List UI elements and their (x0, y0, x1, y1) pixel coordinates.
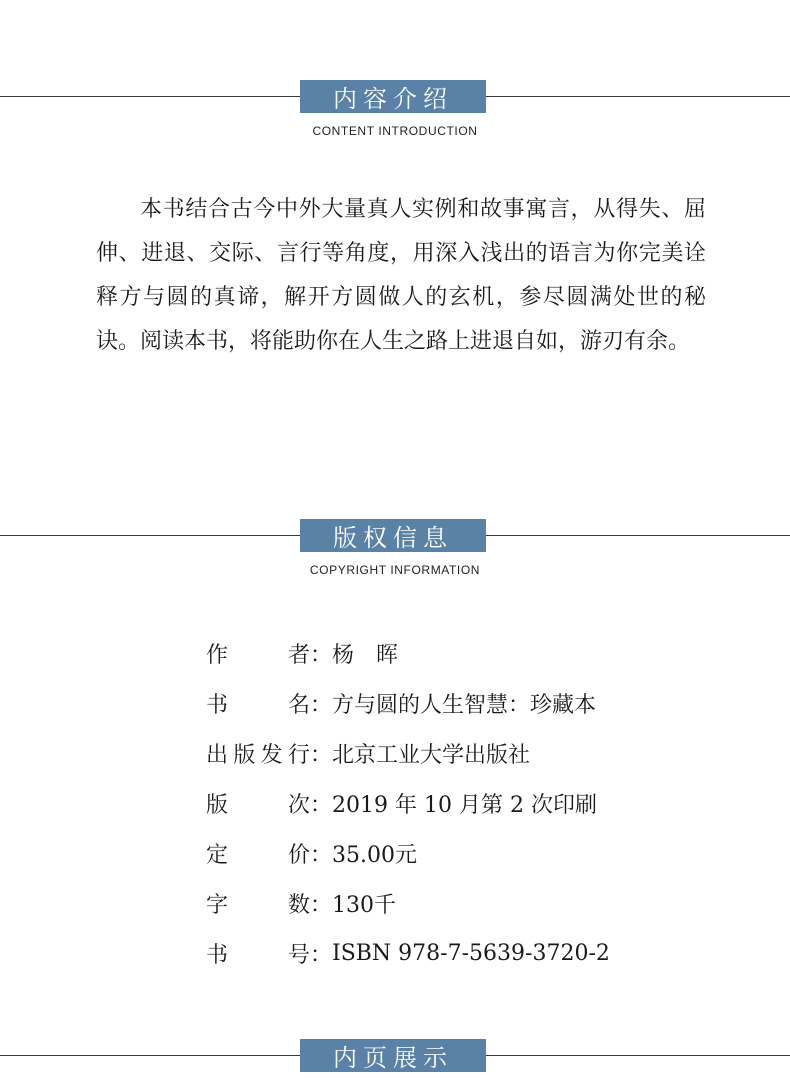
section-subtitle: CONTENT INTRODUCTION (312, 124, 478, 138)
info-value: 35.00元 (332, 842, 417, 868)
section-title: 版权信息 (300, 519, 486, 552)
info-label: 版 次 (206, 792, 310, 818)
info-label: 出 版 发 行 (206, 742, 310, 768)
info-row-publisher: 出 版 发 行 ： 北京工业大学出版社 (206, 728, 726, 778)
section-title: 内页展示 (300, 1039, 486, 1072)
info-label: 书 名 (206, 692, 310, 718)
info-value: 方与圆的人生智慧：珍藏本 (332, 692, 597, 718)
info-row-isbn: 书 号 ： ISBN 978-7-5639-3720-2 (206, 928, 726, 978)
content-introduction-header (0, 80, 790, 140)
info-label: 字 数 (206, 892, 310, 918)
info-value: 2019 年 10 月第 2 次印刷 (332, 792, 597, 818)
info-row-title: 书 名 ： 方与圆的人生智慧：珍藏本 (206, 678, 726, 728)
info-row-author: 作 者 ： 杨 晖 (206, 628, 726, 678)
section-subtitle: COPYRIGHT INFORMATION (309, 563, 481, 577)
info-row-edition: 版 次 ： 2019 年 10 月第 2 次印刷 (206, 778, 726, 828)
info-row-word-count: 字 数 ： 130千 (206, 878, 726, 928)
info-value: ISBN 978-7-5639-3720-2 (332, 940, 610, 966)
info-label: 定 价 (206, 842, 310, 868)
copyright-info-list (206, 628, 726, 978)
info-value: 130千 (332, 892, 396, 918)
info-label: 作 者 (206, 642, 310, 668)
copyright-information-header (0, 519, 790, 579)
inner-pages-header (0, 1039, 790, 1082)
info-value: 北京工业大学出版社 (332, 742, 531, 768)
section-title: 内容介绍 (300, 80, 486, 113)
info-value: 杨 晖 (332, 642, 399, 668)
info-row-price: 定 价 ： 35.00元 (206, 828, 726, 878)
intro-paragraph: 本书结合古今中外大量真人实例和故事寓言，从得失、屈伸、进退、交际、言行等角度，用深入浅出的语言为你完美诠释方与圆的真谛，解开方圆做人的玄机，参尽圆满处世的秘诀。阅读本书，将能助你在人生之路上进退自如，游刃有余。 (96, 197, 706, 354)
info-label: 书 号 (206, 942, 310, 968)
